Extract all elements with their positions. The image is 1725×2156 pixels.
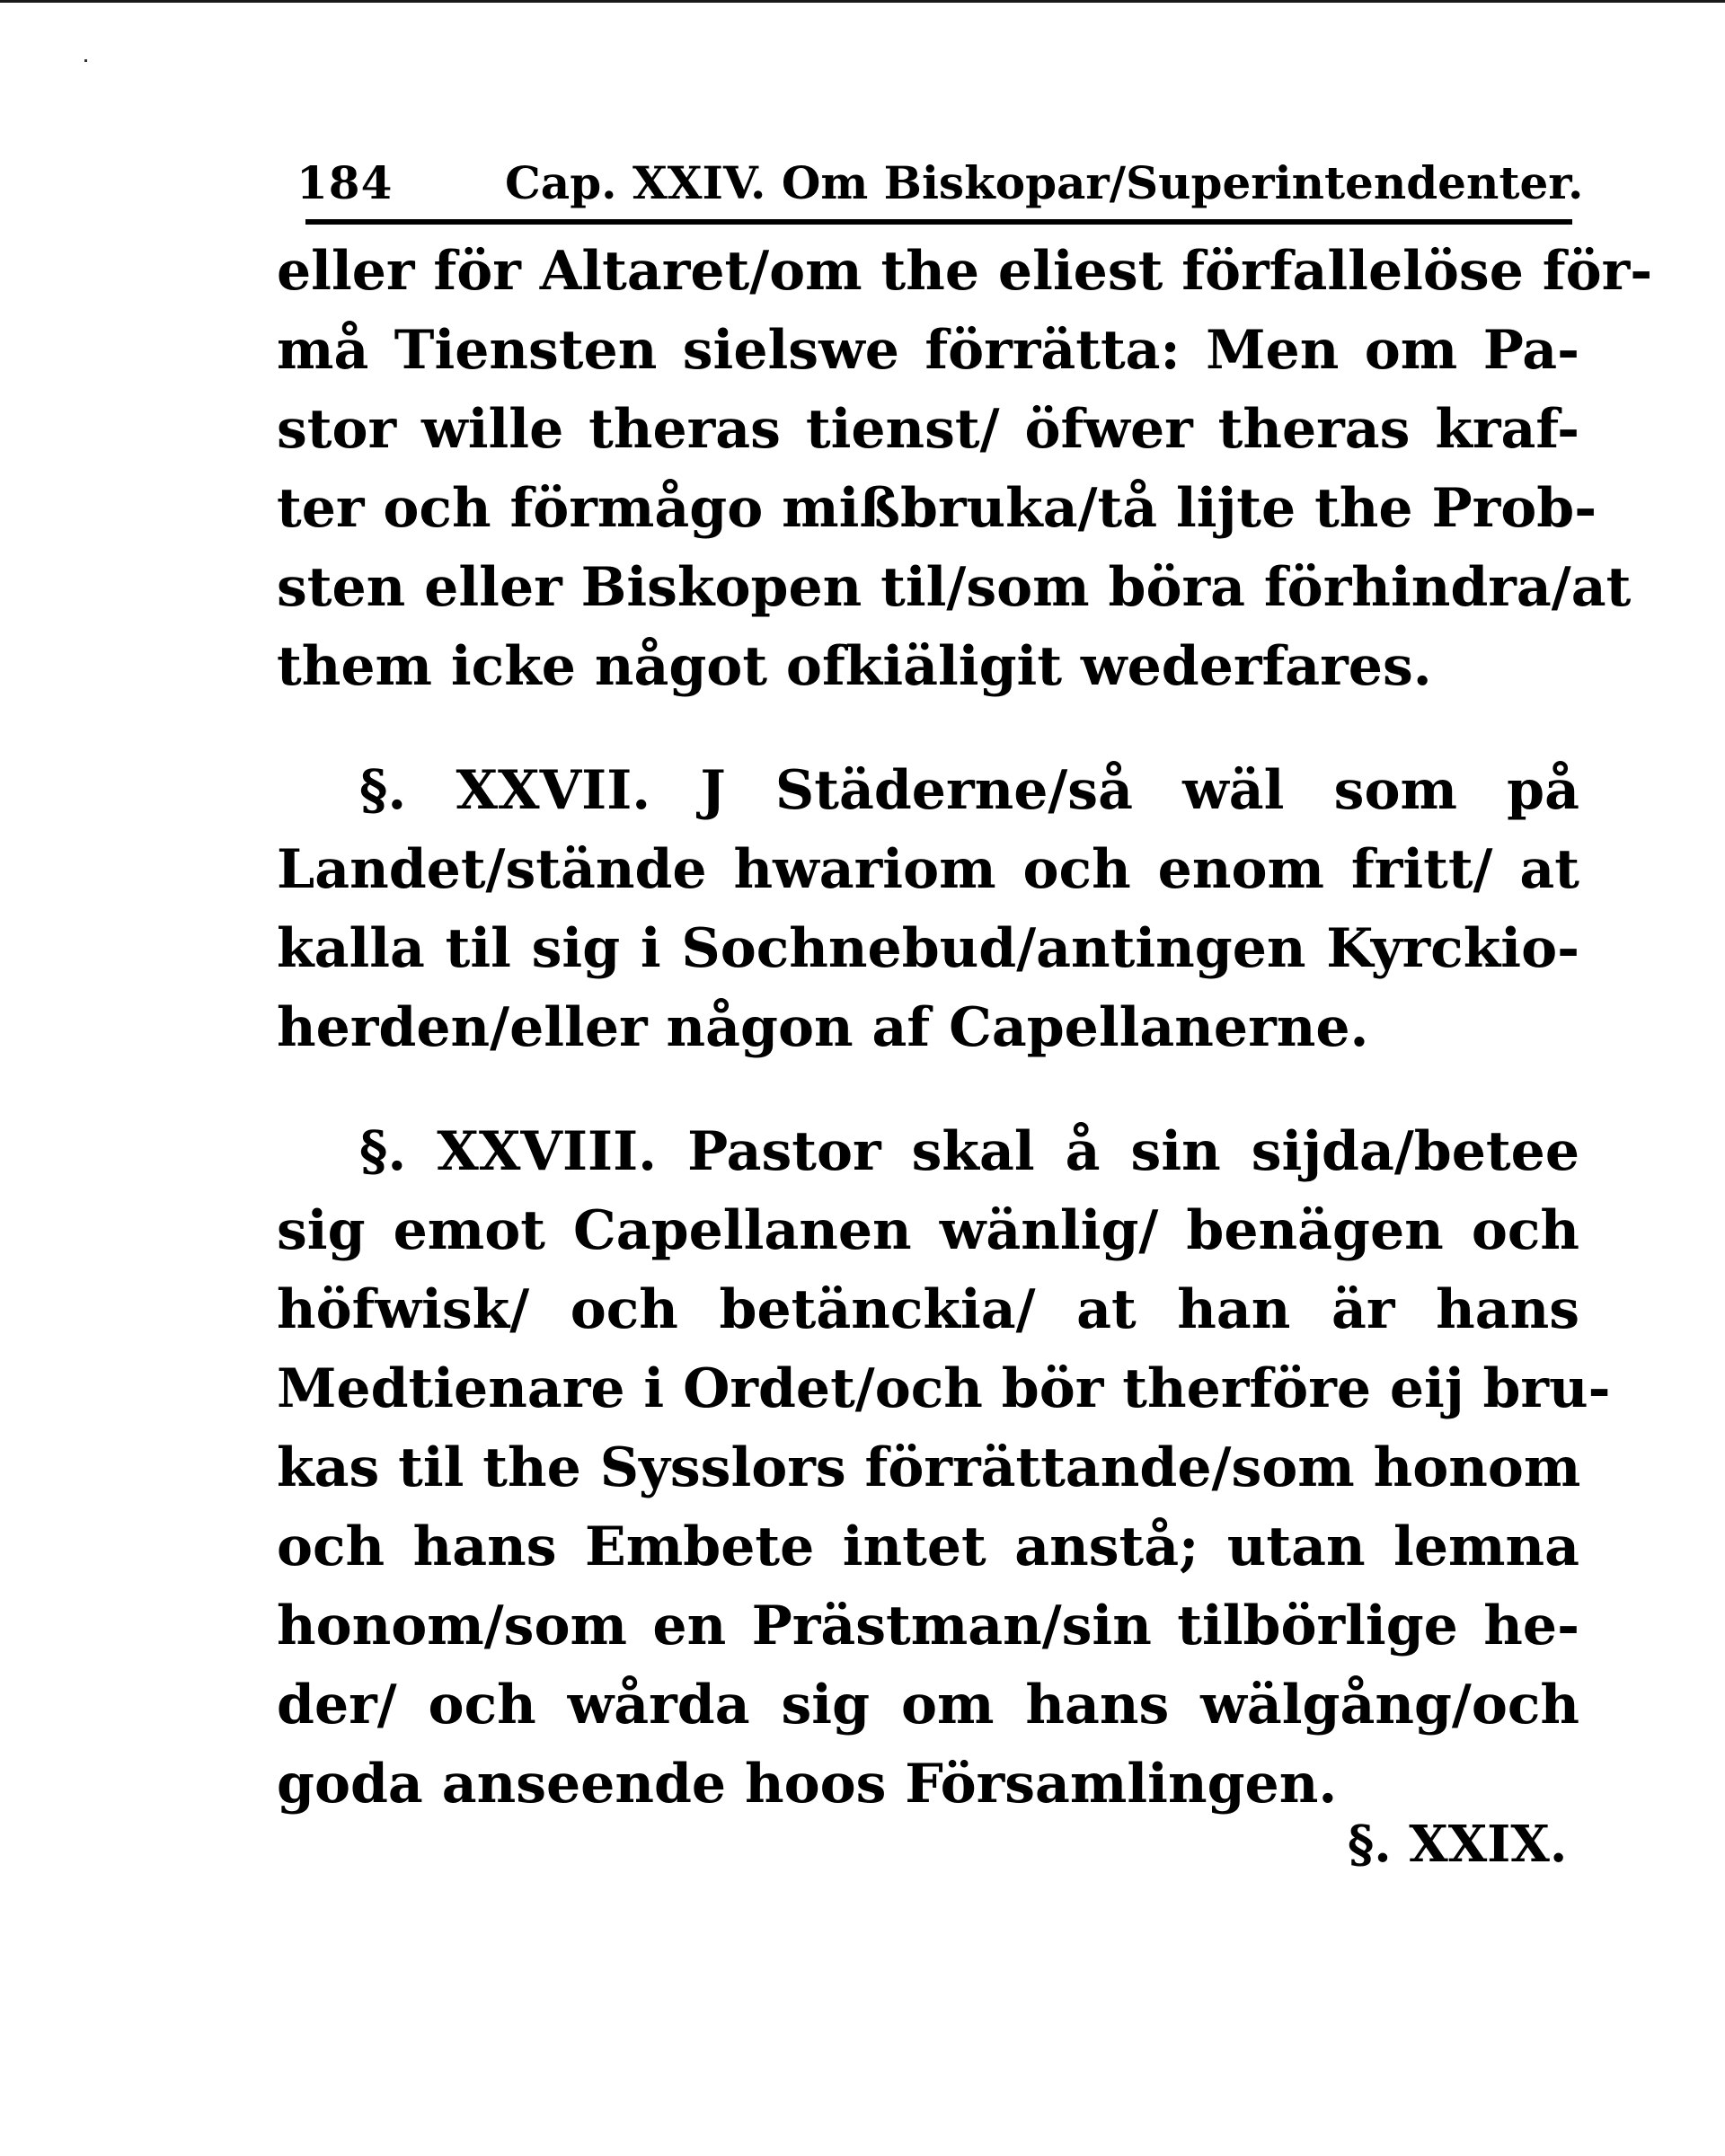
text-line: them icke något ofkiäligit wederfares. [277,635,1432,698]
text-line: må Tiensten sielswe förrätta: Men om Pa- [277,319,1579,382]
text-line: §. XXVII. J Städerne/så wäl som på [359,759,1579,822]
text-line: §. XXVIII. Pastor skal å sin sijda/betee [359,1120,1579,1183]
body-text [277,232,1653,1824]
text-line: eller för Altaret/om the eliest förfallelöse för- [277,240,1653,303]
page-number: 184 [296,156,394,209]
text-line: stor wille theras tienst/ öfwer theras kraf- [277,398,1579,461]
text-line: goda anseende hoos Församlingen. [277,1753,1338,1816]
text-line: kas til the Sysslors förrättande/som honom [277,1436,1581,1499]
paragraph-1 [277,232,1653,706]
text-line: och hans Embete intet anstå; utan lemna [277,1515,1579,1578]
text-line: ter och förmågo mißbruka/tå lijte the Prob- [277,477,1597,540]
text-line: sig emot Capellanen wänlig/ benägen och [277,1199,1579,1262]
text-line: kalla til sig i Sochnebud/antingen Kyrckio- [277,917,1579,980]
text-line: Medtienare i Ordet/och bör therföre eij bru- [277,1357,1611,1420]
header-rule [305,219,1572,225]
text-line: honom/som en Prästman/sin tilbörlige he- [277,1595,1579,1657]
paragraph-gap [277,706,1579,751]
page-header [296,144,1584,216]
paragraph-2 [277,751,1579,1067]
text-line: der/ och wårda sig om hans wälgång/och [277,1674,1579,1736]
catchword: §. XXIX. [1348,1815,1568,1874]
paragraph-gap [277,1067,1579,1112]
text-line: höfwisk/ och betänckia/ at han är hans [277,1278,1579,1341]
paragraph-3 [277,1112,1611,1824]
paper-speck [84,59,87,62]
text-line: herden/eller någon af Capellanerne. [277,996,1369,1059]
text-line: sten eller Biskopen til/som böra förhindra/at [277,556,1632,619]
page-top-edge [0,0,1725,3]
text-line: Landet/stände hwariom och enom fritt/ at [277,838,1579,901]
running-head: Cap. XXIV. Om Biskopar/Superintendenter. [505,156,1584,209]
